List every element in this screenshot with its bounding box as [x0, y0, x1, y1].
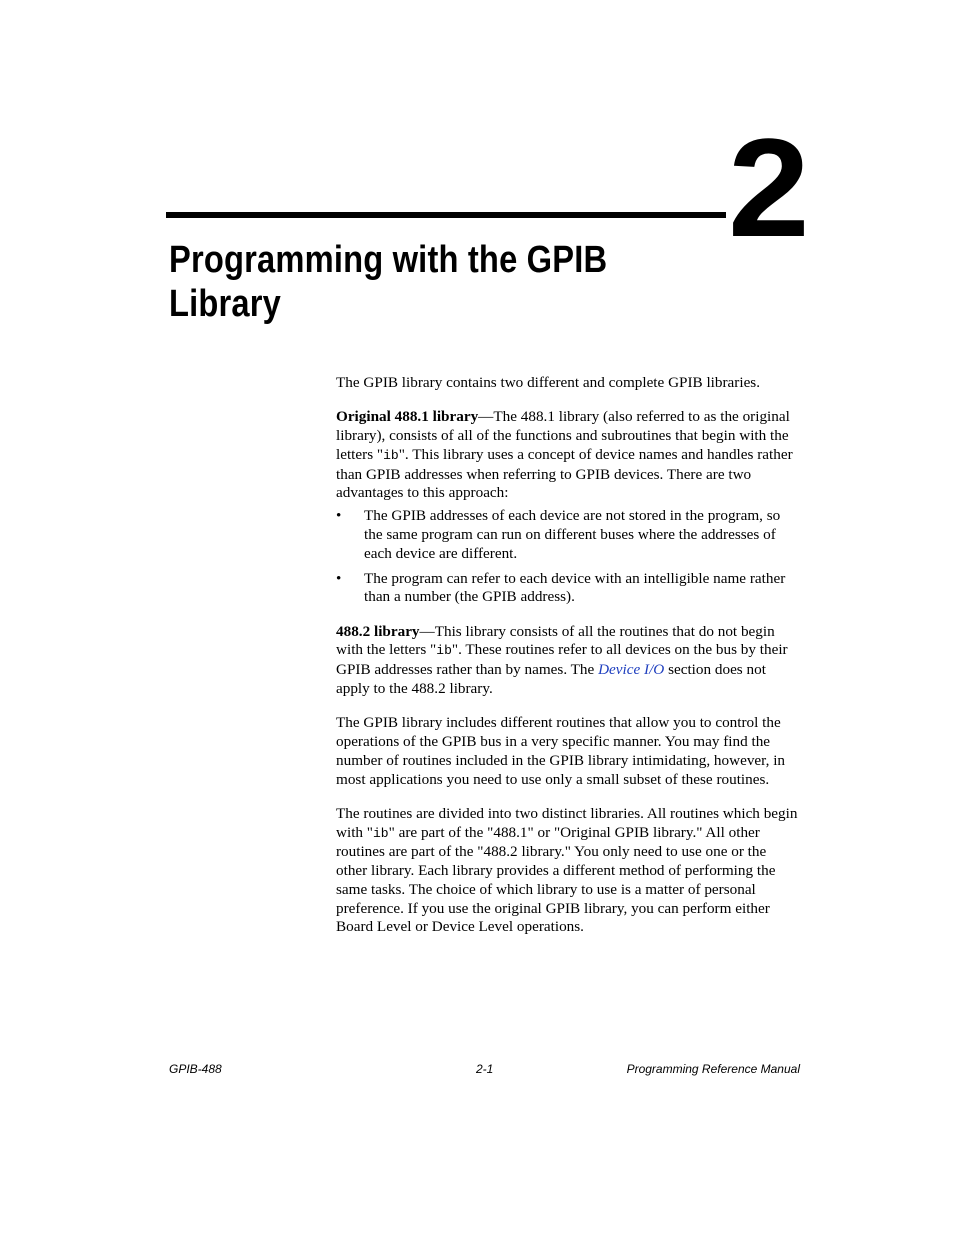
library-4882-text-1: —This library consists of all the routines that do not begin with the letters " — [336, 622, 775, 659]
list-item-text: The program can refer to each device with an intelligible name rather than a number (the GPIB address). — [364, 569, 786, 606]
original-library-text-2: ". This library uses a concept of device names and handles rather than GPIB addresses when referring to GPIB devices. There are two advantages to this approach: — [336, 445, 793, 502]
intro-paragraph: The GPIB library contains two different and complete GPIB libraries. — [336, 374, 761, 391]
chapter-title: Programming with the GPIB Library — [169, 239, 608, 325]
library-4882-code: ib — [436, 643, 452, 659]
original-library-text-1: —The 488.1 library (also referred to as the original library), consists of all of the functions and subroutines that begin with the letters " — [336, 408, 790, 463]
list-item-text: The GPIB addresses of each device are not stored in the program, so the same program can run on different buses where the addresses of each device are different. — [364, 507, 781, 562]
list-item — [336, 507, 800, 563]
routines-paragraph: The GPIB library includes different routines that allow you to control the operations of the GPIB bus in a very specific manner. You may find the number of routines included in the GPIB library intimidating, however, in most applications you need to use only a small subset of these routines. — [336, 714, 786, 788]
library-4882-text-2: ". These routines refer to all devices on the bus by their GPIB addresses rather than by names. The — [336, 641, 788, 679]
body-text — [336, 374, 800, 953]
library-4882-heading: 488.2 library — [336, 622, 420, 640]
divided-text-1: The routines are divided into two distinct libraries. All routines which begin with " — [336, 804, 798, 841]
bullet-icon: • — [336, 569, 342, 587]
bullet-icon: • — [336, 507, 342, 525]
footer-manual-title: Programming Reference Manual — [626, 1062, 800, 1076]
footer-product: GPIB-488 — [169, 1062, 222, 1076]
library-4882-paragraph — [336, 623, 800, 699]
divided-paragraph — [336, 805, 800, 938]
list-item — [336, 570, 800, 608]
divided-text-2: " are part of the "488.1" or "Original GPIB library." All other routines are part of the "488.2 library." You only need to use one or the other library. Each library provides a different method of performing the same tasks. The choice of which library to use is a matter of personal preference. If you use the original GPIB library, you can perform either Board Level or Device Level operations. — [336, 823, 776, 936]
chapter-number: 2 — [728, 109, 810, 266]
original-library-paragraph — [336, 408, 800, 503]
divided-code: ib — [373, 825, 389, 841]
chapter-rule — [166, 212, 726, 218]
original-library-heading: Original 488.1 library — [336, 408, 479, 426]
footer-page-number: 2-1 — [476, 1062, 494, 1076]
advantages-list — [336, 507, 800, 607]
device-io-link[interactable]: Device I/O — [598, 661, 665, 679]
library-4882-text-3: section does not apply to the 488.2 library. — [336, 661, 766, 697]
original-library-code: ib — [383, 447, 399, 463]
